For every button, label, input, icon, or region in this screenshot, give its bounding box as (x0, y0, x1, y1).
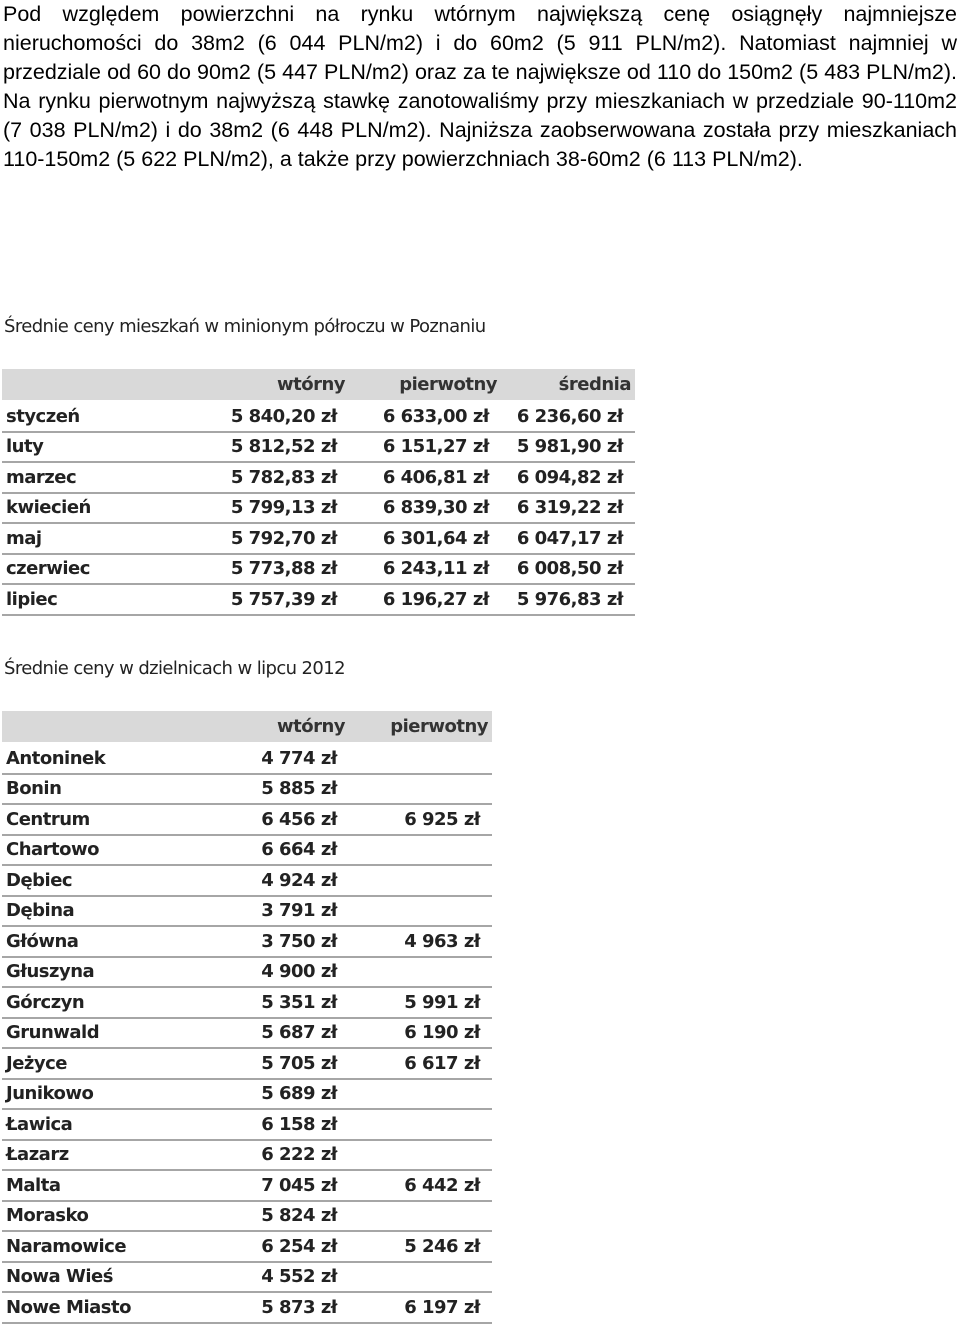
table1-header-label (2, 369, 186, 401)
price-cell: 4 963 zł (349, 926, 492, 957)
price-cell: 6 254 zł (198, 1231, 349, 1262)
row-label: Jeżyce (2, 1048, 198, 1079)
price-cell: 4 900 zł (198, 957, 349, 988)
monthly-prices-table (2, 369, 635, 616)
table-row (2, 584, 635, 615)
price-cell: 6 664 zł (198, 835, 349, 866)
table2-header-row (2, 711, 492, 743)
table-row (2, 1231, 492, 1262)
row-label: Malta (2, 1170, 198, 1201)
price-cell: 5 981,90 zł (501, 432, 635, 463)
row-label: Główna (2, 926, 198, 957)
row-label: kwiecień (2, 493, 186, 524)
price-cell: 6 197 zł (349, 1292, 492, 1323)
price-cell: 4 924 zł (198, 865, 349, 896)
price-cell: 3 750 zł (198, 926, 349, 957)
district-prices-table (2, 711, 492, 1324)
table-row (2, 523, 635, 554)
table-row (2, 401, 635, 432)
table-row (2, 1048, 492, 1079)
row-label: Morasko (2, 1201, 198, 1232)
row-label: lipiec (2, 584, 186, 615)
table-row (2, 865, 492, 896)
table-row (2, 896, 492, 927)
table-row (2, 926, 492, 957)
price-cell: 6 243,11 zł (349, 554, 501, 585)
price-cell (349, 957, 492, 988)
price-cell (349, 896, 492, 927)
price-cell: 4 774 zł (198, 743, 349, 774)
table-row (2, 804, 492, 835)
price-cell: 6 456 zł (198, 804, 349, 835)
table-row (2, 987, 492, 1018)
price-cell: 6 196,27 zł (349, 584, 501, 615)
table2-body (2, 743, 492, 1323)
price-cell: 6 617 zł (349, 1048, 492, 1079)
table-row (2, 493, 635, 524)
table1-header-row (2, 369, 635, 401)
price-cell (349, 865, 492, 896)
price-cell (349, 1079, 492, 1110)
price-cell: 6 633,00 zł (349, 401, 501, 432)
row-label: maj (2, 523, 186, 554)
table1-header-average: średnia (501, 369, 635, 401)
price-cell: 6 047,17 zł (501, 523, 635, 554)
price-cell: 6 406,81 zł (349, 462, 501, 493)
price-cell (349, 835, 492, 866)
price-cell (349, 1262, 492, 1293)
table-row (2, 835, 492, 866)
price-cell: 6 442 zł (349, 1170, 492, 1201)
row-label: styczeń (2, 401, 186, 432)
price-cell: 6 094,82 zł (501, 462, 635, 493)
table2-header-label (2, 711, 198, 743)
price-cell: 5 705 zł (198, 1048, 349, 1079)
row-label: Dębina (2, 896, 198, 927)
price-cell: 5 246 zł (349, 1231, 492, 1262)
price-cell: 7 045 zł (198, 1170, 349, 1201)
price-cell: 5 991 zł (349, 987, 492, 1018)
price-cell: 6 158 zł (198, 1109, 349, 1140)
price-cell: 5 885 zł (198, 774, 349, 805)
table-row (2, 1292, 492, 1323)
table-row (2, 1262, 492, 1293)
row-label: Junikowo (2, 1079, 198, 1110)
table-row (2, 1109, 492, 1140)
price-cell (349, 743, 492, 774)
row-label: Nowa Wieś (2, 1262, 198, 1293)
table-row (2, 554, 635, 585)
price-cell: 6 319,22 zł (501, 493, 635, 524)
row-label: marzec (2, 462, 186, 493)
price-cell: 5 873 zł (198, 1292, 349, 1323)
price-cell: 5 689 zł (198, 1079, 349, 1110)
table-row (2, 462, 635, 493)
table-row (2, 1170, 492, 1201)
price-cell: 6 222 zł (198, 1140, 349, 1171)
price-cell: 6 236,60 zł (501, 401, 635, 432)
price-cell: 6 925 zł (349, 804, 492, 835)
table1-header-primary: pierwotny (349, 369, 501, 401)
table1-body (2, 401, 635, 615)
table-row (2, 432, 635, 463)
price-cell: 5 976,83 zł (501, 584, 635, 615)
table1-header-secondary: wtórny (186, 369, 349, 401)
row-label: Centrum (2, 804, 198, 835)
price-cell: 5 782,83 zł (186, 462, 349, 493)
table-row (2, 1079, 492, 1110)
row-label: Głuszyna (2, 957, 198, 988)
price-cell: 6 008,50 zł (501, 554, 635, 585)
row-label: Bonin (2, 774, 198, 805)
table2-header-secondary: wtórny (198, 711, 349, 743)
table2-title: Średnie ceny w dzielnicach w lipcu 2012 (4, 658, 345, 679)
row-label: Nowe Miasto (2, 1292, 198, 1323)
table-row (2, 743, 492, 774)
price-cell: 4 552 zł (198, 1262, 349, 1293)
price-cell: 5 824 zł (198, 1201, 349, 1232)
table-row (2, 1140, 492, 1171)
row-label: Ławica (2, 1109, 198, 1140)
price-cell: 6 839,30 zł (349, 493, 501, 524)
price-cell: 5 840,20 zł (186, 401, 349, 432)
price-cell: 5 757,39 zł (186, 584, 349, 615)
row-label: Dębiec (2, 865, 198, 896)
price-cell: 5 351 zł (198, 987, 349, 1018)
row-label: luty (2, 432, 186, 463)
row-label: Łazarz (2, 1140, 198, 1171)
price-cell: 5 792,70 zł (186, 523, 349, 554)
row-label: Grunwald (2, 1018, 198, 1049)
table1-title: Średnie ceny mieszkań w minionym półroczu w Poznaniu (4, 316, 486, 337)
price-cell (349, 1109, 492, 1140)
table2-header-primary: pierwotny (349, 711, 492, 743)
row-label: Chartowo (2, 835, 198, 866)
price-cell: 5 799,13 zł (186, 493, 349, 524)
row-label: Antoninek (2, 743, 198, 774)
price-cell: 6 151,27 zł (349, 432, 501, 463)
price-cell: 6 190 zł (349, 1018, 492, 1049)
price-cell (349, 1201, 492, 1232)
row-label: Naramowice (2, 1231, 198, 1262)
table-row (2, 774, 492, 805)
price-cell (349, 774, 492, 805)
price-cell: 5 687 zł (198, 1018, 349, 1049)
price-cell: 3 791 zł (198, 896, 349, 927)
row-label: Górczyn (2, 987, 198, 1018)
row-label: czerwiec (2, 554, 186, 585)
price-cell: 5 812,52 zł (186, 432, 349, 463)
table-row (2, 1018, 492, 1049)
price-cell (349, 1140, 492, 1171)
table-row (2, 957, 492, 988)
price-cell: 6 301,64 zł (349, 523, 501, 554)
price-cell: 5 773,88 zł (186, 554, 349, 585)
body-paragraph: Pod względem powierzchni na rynku wtórnym największą cenę osiągnęły najmniejsze nieruchomości do 38m2 (6 044 PLN/m2) i do 60m2 (5 911 PLN/m2). Natomiast najmniej w przedziale od 60 do 90m2 (5 447 PLN/m2) oraz za te największe od 110 do 150m2 (5 483 PLN/m2). Na rynku pierwotnym najwyższą stawkę zanotowaliśmy przy mieszkaniach w przedziale 90-110m2 (7 038 PLN/m2) i do 38m2 (6 448 PLN/m2). Najniższa zaobserwowana została przy mieszkaniach 110-150m2 (5 622 PLN/m2), a także przy powierzchniach 38-60m2 (6 113 PLN/m2). (3, 2, 957, 171)
table-row (2, 1201, 492, 1232)
